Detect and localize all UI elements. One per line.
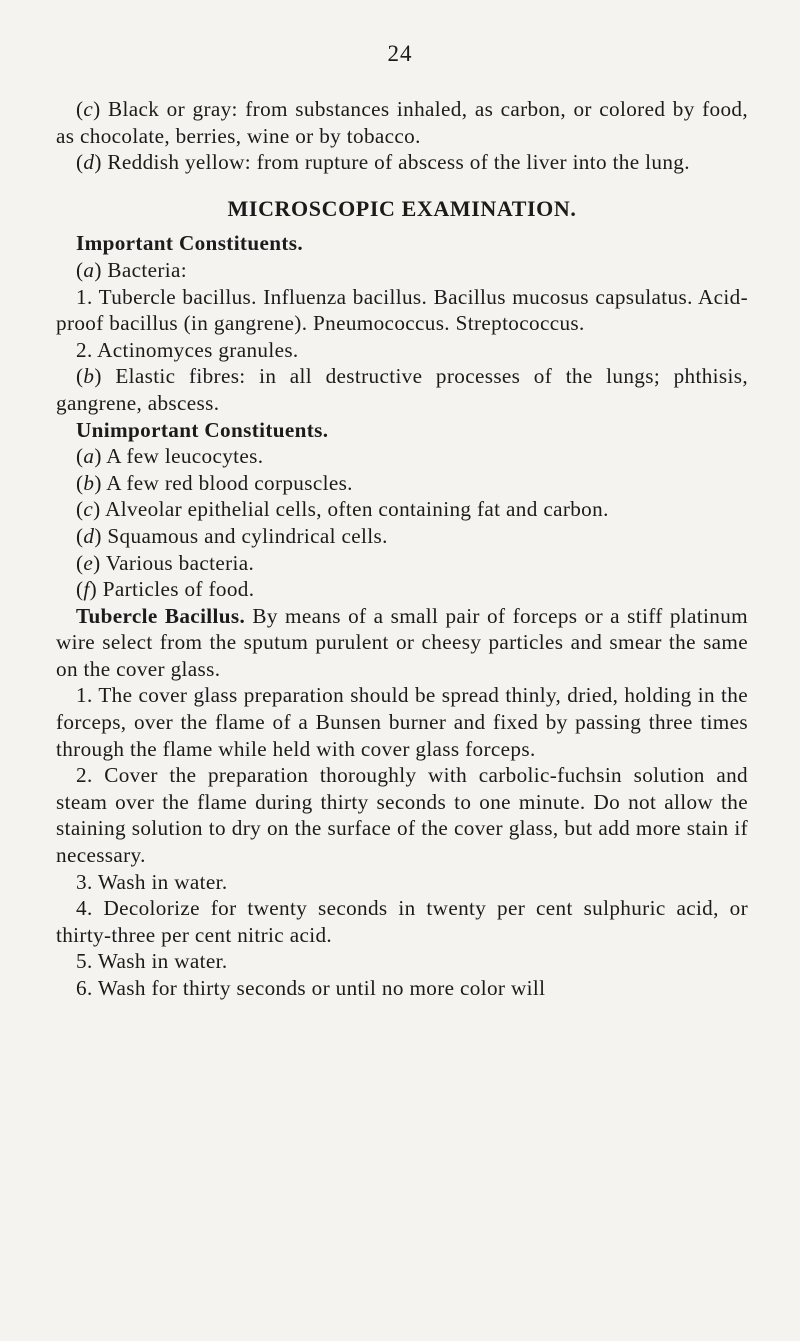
unimportant-item-c: (c) Alveolar epithelial cells, often containing fat and carbon. <box>76 497 609 522</box>
unimportant-item-d: (d) Squamous and cylindrical cells. <box>76 523 388 548</box>
tubercle-step-2: 2. Cover the preparation thoroughly with carbolic-fuchsin solution and steam over the flame during thirty seconds to one minute. Do not allow the staining solution to dry on the surface of the cover glass, but add more stain if necessary. <box>56 763 748 868</box>
important-title: Important Constituents. <box>76 231 304 256</box>
important-item-b: (b) Elastic fibres: in all destructive processes of the lungs; phthisis, gangrene, abscess. <box>56 364 748 415</box>
unimportant-title: Unimportant Constituents. <box>76 417 329 442</box>
section-heading: MICROSCOPIC EXAMINATION. <box>227 195 577 221</box>
tubercle-step-1: 1. The cover glass preparation should be spread thinly, dried, holding in the forceps, over the flame of a Bunsen burner and fixed by passing three times through the flame while held with cover glass forceps. <box>56 683 748 761</box>
unimportant-item-e: (e) Various bacteria. <box>76 550 255 575</box>
item-c-black: (c) Black or gray: from substances inhaled, as carbon, or colored by food, as chocolate, berries, wine or by tobacco. <box>56 97 748 148</box>
important-item-1: 1. Tubercle bacillus. Influenza bacillus. Bacillus mucosus capsulatus. Acid-proof bacillus (in gangrene). Pneumococcus. Streptococcus. <box>56 284 748 336</box>
unimportant-item-a: (a) A few leucocytes. <box>76 444 264 469</box>
important-item-2: 2. Actinomyces granules. <box>76 337 299 362</box>
item-d-reddish: (d) Reddish yellow: from rupture of abscess of the liver into the lung. <box>76 150 690 175</box>
unimportant-item-f: (f) Particles of food. <box>76 577 255 602</box>
unimportant-item-b: (b) A few red blood corpuscles. <box>76 470 353 495</box>
tubercle-step-4: 4. Decolorize for twenty seconds in twenty per cent sulphuric acid, or thirty-three per cent nitric acid. <box>56 896 748 947</box>
page-number: 24 <box>387 41 413 66</box>
page-body <box>56 96 748 1002</box>
tubercle-intro: Tubercle Bacillus. By means of a small pair of forceps or a stiff platinum wire select from the sputum purulent or cheesy particles and smear the same on the cover glass. <box>56 603 748 681</box>
important-item-a: (a) Bacteria: <box>76 257 188 282</box>
tubercle-step-5: 5. Wash in water. <box>76 949 228 974</box>
tubercle-step-6: 6. Wash for thirty seconds or until no more color will <box>76 976 546 1000</box>
tubercle-step-3: 3. Wash in water. <box>76 869 228 894</box>
